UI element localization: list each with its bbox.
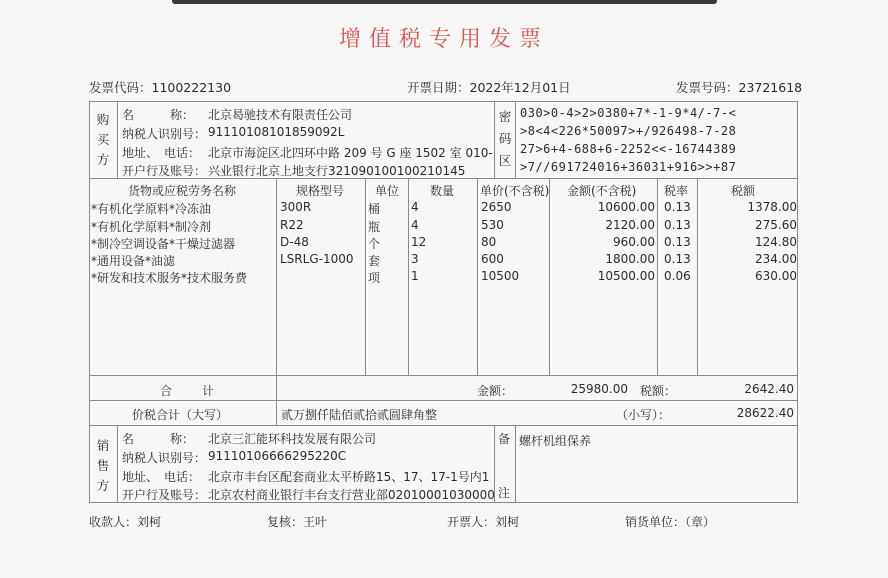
divider [276,375,277,400]
invoice-title: 增值税专用发票 [338,27,549,52]
item-tax: 234.00 [755,252,797,266]
buyer-label-char: 购 [96,112,110,127]
item-unit: 项 [368,271,381,285]
remarks-text: 螺杆机组保养 [519,434,592,448]
seller-tax-label: 纳税人识别号： [122,451,207,465]
seller-label-char: 售 [96,458,110,473]
column-header: 税率 [664,184,689,198]
cipher-line: >8<4<226*50097>+/926498-7-28 [520,124,737,138]
grand-total-small-label: （小写）： [616,408,671,422]
window-top-bar [172,0,717,4]
cipher-label-char: 码 [498,131,512,146]
invoice-code: 发票代码：1100222130 [89,80,232,95]
item-rate: 0.13 [664,235,691,249]
issue-date: 开票日期：2022年12月01日 [407,80,571,95]
item-qty: 1 [411,269,419,283]
divider [657,178,658,375]
item-name: *有机化学原料*制冷剂 [91,220,212,234]
column-header: 单价(不含税) [480,184,550,198]
divider [515,425,516,503]
item-spec: 300R [280,200,312,214]
buyer-label-char: 买 [96,132,110,147]
invoice-number: 发票号码：23721618 [676,80,803,95]
item-spec: LSRLG-1000 [280,252,354,266]
buyer-name-label: 名 称： [122,108,195,122]
divider [276,400,277,425]
seller-unit: 销货单位：（章） [625,515,716,529]
drawer: 开票人：刘柯 [447,515,520,529]
item-tax: 124.80 [755,235,797,249]
cipher-label [496,106,514,172]
seller-bank: 北京农村商业银行丰台支行营业部02010001030000 [208,488,495,502]
buyer-address-label: 地址、 电话： [122,146,201,160]
cipher-line: 030>0-4>2>0380+7*-1-9*4/-7-< [520,106,737,120]
divider [697,178,698,375]
column-header: 货物或应税劳务名称 [128,184,237,198]
item-name: *制冷空调设备*干燥过滤器 [91,237,236,251]
seller-name-label: 名 称： [122,432,195,446]
column-header: 税额 [731,184,756,198]
item-amount: 10500.00 [597,269,655,283]
remarks-label-char: 备 [498,432,511,446]
item-amount: 2120.00 [605,218,655,232]
totals-tax: 2642.40 [744,382,794,396]
column-header: 数量 [430,184,455,198]
buyer-label [94,110,112,170]
seller-name: 北京三汇能环科技发展有限公司 [208,432,377,446]
item-price: 530 [481,218,504,232]
payee: 收款人：刘柯 [89,515,162,529]
item-name: *通用设备*油滤 [91,254,176,268]
column-header: 单位 [375,184,400,198]
cipher-line: 27>6+4-688+6-2252<<-16744389 [520,142,737,156]
totals-tax-label: 税额： [640,384,677,398]
item-rate: 0.13 [664,200,691,214]
item-name: *有机化学原料*冷冻油 [91,202,212,216]
divider [365,178,366,375]
remarks-label-char: 注 [498,486,511,500]
cipher-label-char: 密 [498,109,512,124]
item-price: 600 [481,252,504,266]
item-unit: 个 [368,237,381,251]
column-header: 规格型号 [296,184,345,198]
buyer-tax-id: 91110108101859092L [208,125,345,139]
divider [117,425,118,503]
item-unit: 套 [368,254,381,268]
buyer-label-char: 方 [96,152,110,167]
buyer-name: 北京曷驰技术有限责任公司 [208,108,353,122]
item-rate: 0.13 [664,218,691,232]
item-amount: 960.00 [613,235,655,249]
item-tax: 630.00 [755,269,797,283]
seller-label-char: 方 [96,478,110,493]
buyer-tax-label: 纳税人识别号： [122,127,207,141]
seller-label-char: 销 [96,438,110,453]
totals-label: 合 计 [160,384,217,398]
item-qty: 3 [411,252,419,266]
divider [89,375,798,376]
column-header: 金额(不含税) [567,184,637,198]
item-rate: 0.06 [664,269,691,283]
reviewer: 复核：王叶 [267,515,328,529]
item-price: 80 [481,235,497,249]
divider [515,101,516,178]
item-tax: 275.60 [755,218,797,232]
buyer-bank-label: 开户行及账号： [122,164,207,178]
seller-bank-label: 开户行及账号： [122,488,207,502]
item-name: *研发和技术服务*技术服务费 [91,271,248,285]
seller-label [94,436,112,496]
buyer-address: 北京市海淀区北四环中路 209 号 G 座 1502 室 010- [208,146,493,160]
seller-address: 北京市丰台区配套商业太平桥路15、17、17-1号内1 [208,470,490,484]
grand-total-label: 价税合计（大写） [132,408,229,422]
cipher-label-char: 区 [498,153,512,168]
divider [276,178,277,375]
divider [408,178,409,375]
item-qty: 4 [411,218,419,232]
divider [494,101,495,178]
buyer-bank: 兴业银行北京上地支行321090100100210145 [208,164,466,178]
item-amount: 1800.00 [605,252,655,266]
item-spec: D-48 [280,235,309,249]
item-tax: 1378.00 [747,200,797,214]
item-spec: R22 [280,218,304,232]
item-rate: 0.13 [664,252,691,266]
item-qty: 4 [411,200,419,214]
divider [89,400,798,401]
seller-tax-id: 91110106666295220C [208,449,347,463]
item-qty: 12 [411,235,427,249]
item-price: 2650 [481,200,512,214]
divider [477,178,478,375]
item-unit: 桶 [368,202,381,216]
item-unit: 瓶 [368,220,381,234]
divider [89,425,798,426]
grand-total-small: 28622.40 [736,406,794,420]
totals-amount: 25980.00 [570,382,628,396]
totals-amount-label: 金额： [477,384,514,398]
cipher-line: >7//691724016+36031+916>>+87 [520,160,737,174]
item-price: 10500 [481,269,520,283]
divider [117,101,118,178]
seller-address-label: 地址、 电话： [122,470,201,484]
divider [549,178,550,375]
item-amount: 10600.00 [597,200,655,214]
grand-total-words: 贰万捌仟陆佰贰拾贰圆肆角整 [281,408,438,422]
